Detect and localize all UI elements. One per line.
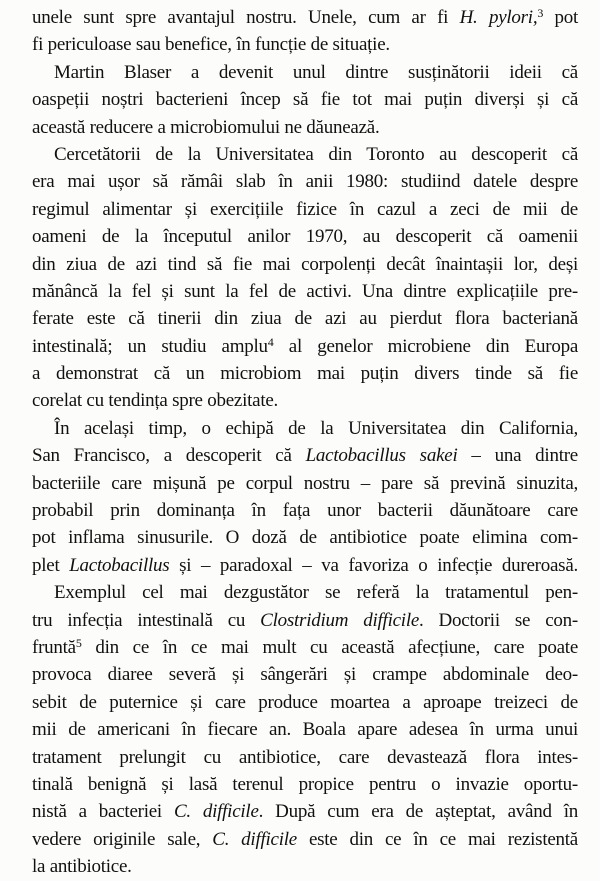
italic-term: C. difficile — [173, 801, 259, 823]
text-line: această reducere a microbiomului ne dăunează. — [32, 116, 380, 138]
italic-term: Clostridium difficile — [260, 609, 420, 631]
text-line: tinală benignă și lasă terenul propice pentru o invazie oportu- — [32, 773, 578, 795]
text-line: tru infecția intestinală cu Clostridium difficile. Doctorii se con- — [32, 609, 578, 631]
text-line: mănâncă la fel și sunt la fel de activi. Una dintre explicațiile pre- — [32, 280, 578, 302]
text-line: vedere originile sale, C. difficile este din ce în ce mai rezistentă — [32, 828, 578, 850]
text-line: oameni de la începutul anilor 1970, au descoperit că oamenii — [32, 226, 578, 248]
text-line: fi periculoase sau benefice, în funcție de situație. — [32, 34, 390, 56]
text-line: la antibiotice. — [32, 856, 132, 878]
footnote-marker: 3 — [537, 6, 544, 20]
text-line: Martin Blaser a devenit unul dintre susținătorii ideii că — [54, 61, 578, 83]
text-line: ferate este că tinerii din ziua de azi au pierdut flora bacteriană — [32, 308, 578, 330]
text-line: oaspeții noștri bacterieni încep să fie tot mai puțin diverși și că — [32, 89, 578, 111]
italic-term: Lactobacillus sakei — [305, 445, 458, 467]
text-line: În același timp, o echipă de la Universitatea din California, — [54, 417, 578, 439]
paragraph-2 — [32, 59, 578, 141]
paragraph-1 — [32, 4, 578, 59]
text-line: plet Lactobacillus și – paradoxal – va favoriza o infecție dureroasă. — [32, 554, 578, 576]
text-line: era mai ușor să rămâi slab în anii 1980: studiind datele despre — [32, 171, 578, 193]
footnote-marker: 4 — [267, 334, 274, 349]
text-line: mii de americani în fiecare an. Boala apare adesea în urma unui — [32, 719, 578, 741]
text-line: provoca diaree severă și sângerări și crampe abdominale deo- — [32, 664, 578, 686]
text-line: sebit de puternice și care produce moartea a aproape treizeci de — [32, 691, 578, 713]
text-line: regimul alimentar și exercițiile fizice în cazul a zeci de mii de — [32, 198, 578, 220]
italic-term: Lactobacillus — [69, 554, 170, 576]
text-line: fruntă$^5$ din ce în ce mai mult cu această afecțiune, care poate — [32, 635, 578, 658]
paragraph-5 — [32, 579, 578, 880]
text-line: corelat cu tendința spre obezitate. — [32, 390, 279, 412]
text-line: bacteriile care mișună pe corpul nostru – pare să prevină sinuzita, — [32, 472, 578, 494]
italic-term: C. difficile — [212, 828, 297, 850]
italic-term: H. pylori, — [459, 7, 538, 28]
text-line: tratament prelungit cu antibiotice, care devastează flora intes- — [32, 746, 578, 768]
text-line: nistă a bacteriei C. difficile. După cum era de așteptat, având în — [32, 801, 578, 823]
text-line: a demonstrat că un microbiom mai puțin divers tinde să fie — [32, 363, 578, 385]
text-line: din ziua de azi tind să fie mai corpolenți decât înaintașii lor, deși — [32, 253, 578, 275]
paragraph-4 — [32, 415, 578, 579]
text-line: Cercetătorii de la Universitatea din Toronto au descoperit că — [54, 143, 578, 165]
text-line: San Francisco, a descoperit că Lactobacillus sakei – una dintre — [32, 445, 578, 467]
text-line: unele sunt spre avantajul nostru. Unele, cum ar fi H. pylori,$^3$ pot — [32, 6, 578, 28]
footnote-marker: 5 — [75, 635, 82, 650]
text-line: probabil prin dominanța în fața unor bacterii dăunătoare care — [32, 500, 578, 522]
text-line: pot inflama sinusurile. O doză de antibiotice poate elimina com- — [32, 527, 578, 549]
paragraph-3 — [32, 141, 578, 415]
text-line: Exemplul cel mai dezgustător se referă la tratamentul pen- — [54, 582, 578, 604]
text-line: intestinală; un studiu amplu$^4$ al genelor microbiene din Europa — [32, 334, 579, 357]
